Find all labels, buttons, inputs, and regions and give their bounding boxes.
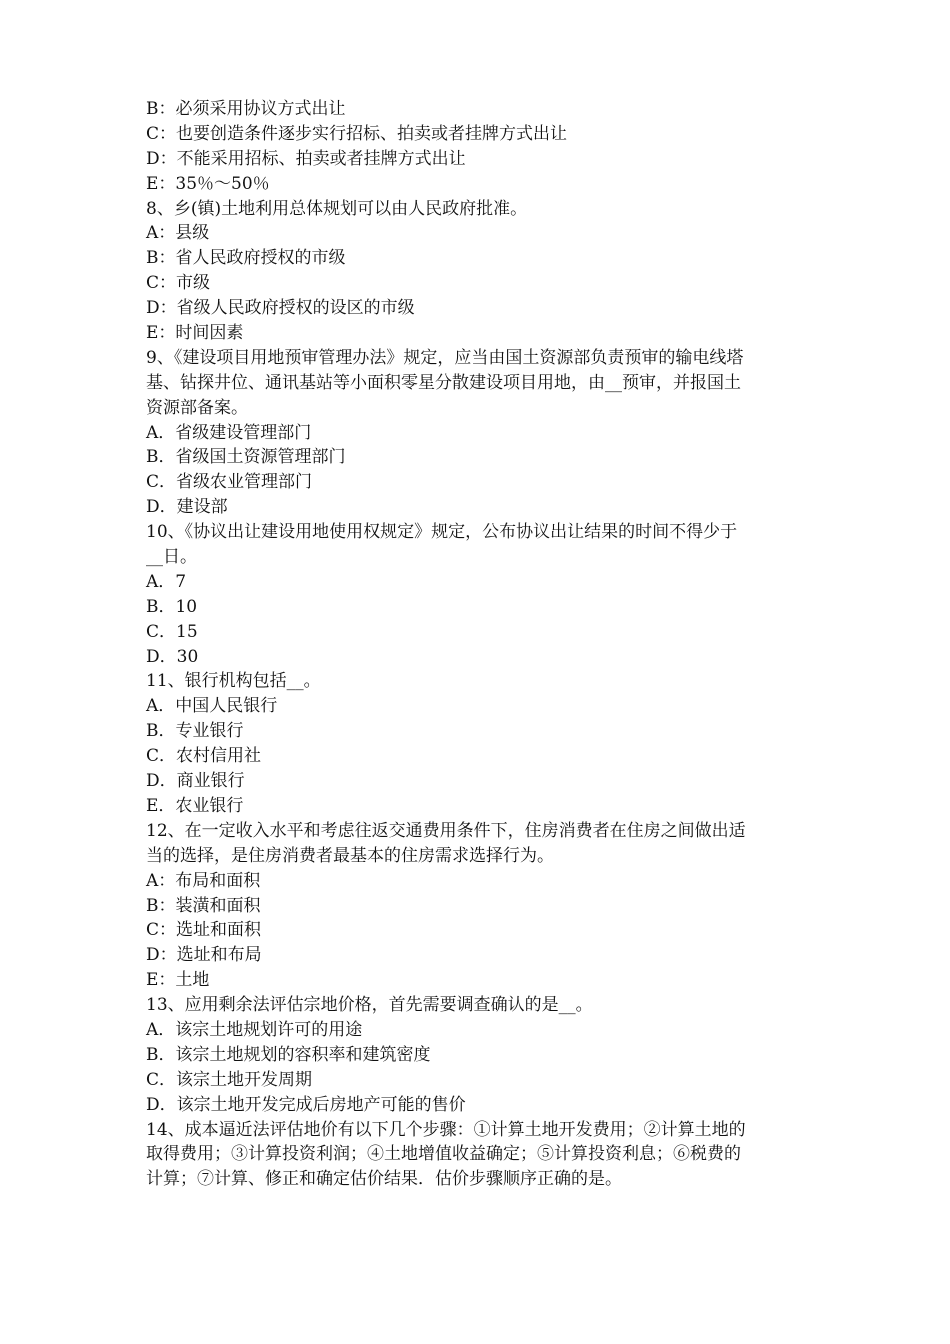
option-line: B：省人民政府授权的市级 <box>146 248 346 269</box>
option-line: A：县级 <box>146 223 210 244</box>
option-line: C：市级 <box>146 273 211 294</box>
document-page <box>146 97 814 1192</box>
option-line: C：也要创造条件逐步实行招标、拍卖或者挂牌方式出让 <box>146 123 568 144</box>
option-line: C：选址和面积 <box>146 920 262 941</box>
question-line: 12、在一定收入水平和考虑往返交通费用条件下，住房消费者在住房之间做出适 <box>146 820 746 841</box>
question-line: 8、乡(镇)土地利用总体规划可以由人民政府批准。 <box>146 198 528 219</box>
option-line: E：时间因素 <box>146 323 244 344</box>
option-line: C．农村信用社 <box>146 746 262 767</box>
option-line: B．专业银行 <box>146 721 244 742</box>
option-line: C．省级农业管理部门 <box>146 472 313 493</box>
question-line: 取得费用；③计算投资利润；④土地增值收益确定；⑤计算投资利息；⑥税费的 <box>146 1144 741 1165</box>
option-line: A：布局和面积 <box>146 870 261 891</box>
option-line: D．建设部 <box>146 497 228 518</box>
option-line: D．30 <box>146 646 199 667</box>
option-line: A．该宗土地规划许可的用途 <box>146 1019 363 1040</box>
question-line: 11、银行机构包括__。 <box>146 671 321 692</box>
option-line: D．该宗土地开发完成后房地产可能的售价 <box>146 1094 466 1115</box>
option-line: B：必须采用协议方式出让 <box>146 99 346 119</box>
option-line: C．15 <box>146 621 198 642</box>
option-line: C．该宗土地开发周期 <box>146 1069 313 1090</box>
question-line: __日。 <box>146 547 197 568</box>
option-line: B：装潢和面积 <box>146 895 261 916</box>
option-line: D：选址和布局 <box>146 945 262 966</box>
option-line: D：省级人民政府授权的设区的市级 <box>146 298 415 319</box>
question-line: 计算；⑦计算、修正和确定估价结果．估价步骤顺序正确的是。 <box>146 1169 622 1190</box>
question-line: 基、钻探井位、通讯基站等小面积零星分散建设项目用地，由__预审，并报国土 <box>146 372 741 393</box>
option-line: D．商业银行 <box>146 771 245 792</box>
question-line: 当的选择，是住房消费者最基本的住房需求选择行为。 <box>146 845 554 866</box>
question-line: 10、《协议出让建设用地使用权规定》规定，公布协议出让结果的时间不得少于 <box>146 522 738 543</box>
option-line: B．省级国土资源管理部门 <box>146 447 346 468</box>
option-line: E：土地 <box>146 970 210 991</box>
question-line: 13、应用剩余法评估宗地价格，首先需要调查确认的是__。 <box>146 995 593 1016</box>
option-line: B．10 <box>146 596 198 617</box>
option-line: E：35％～50％ <box>146 173 270 194</box>
question-line: 9、《建设项目用地预审管理办法》规定，应当由国土资源部负责预审的输电线塔 <box>146 347 744 368</box>
option-line: D：不能采用招标、拍卖或者挂牌方式出让 <box>146 148 466 169</box>
option-line: A．7 <box>146 571 187 592</box>
option-line: A．省级建设管理部门 <box>146 422 312 443</box>
option-line: B．该宗土地规划的容积率和建筑密度 <box>146 1044 431 1065</box>
option-line: A．中国人民银行 <box>146 696 278 717</box>
question-line: 14、成本逼近法评估地价有以下几个步骤：①计算土地开发费用；②计算土地的 <box>146 1119 746 1140</box>
question-line: 资源部备案。 <box>146 397 248 418</box>
option-line: E．农业银行 <box>146 795 244 816</box>
